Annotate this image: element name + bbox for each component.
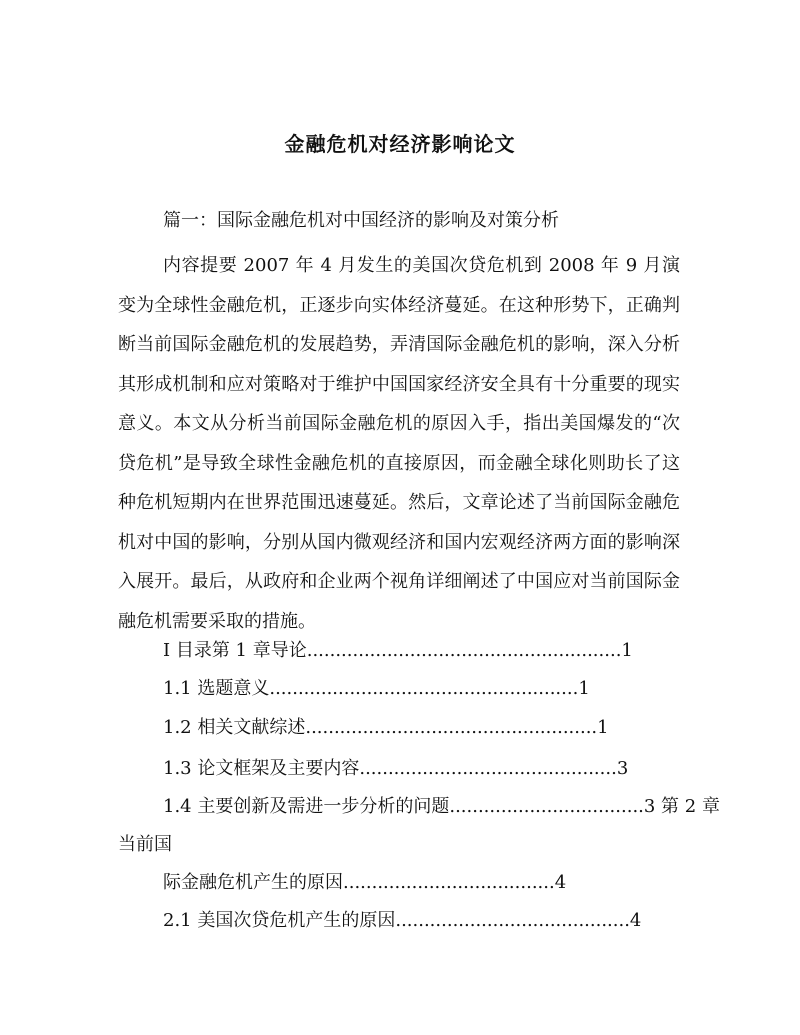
toc-entry: 1.3 论文框架及主要内容.............................................3 <box>163 758 629 779</box>
toc-entry: 1.2 相关文献综述...................................................1 <box>163 717 609 738</box>
toc-entry: 1.1 选题意义......................................................1 <box>163 678 590 699</box>
toc-entry: 际金融危机产生的原因.....................................4 <box>163 872 567 893</box>
abstract-paragraph: 内容提要 2007 年 4 月发生的美国次贷危机到 2008 年 9 月演变为全球性金融危机，正逐步向实体经济蔓延。在这种形势下，正确判断当前国际金融危机的发展趋势，弄清国际金融危机的影响，深入分析其形成机制和应对策略对于维护中国国家经济安全具有十分重要的现实意义。本文从分析当前国际金融危机的原因入手，指出美国爆发的“次贷危机”是导致全球性金融危机的直接原因，而金融全球化则助长了这种危机短期内在世界范围迅速蔓延。然后，文章论述了当前国际金融危机对中国的影响，分别从国内微观经济和国内宏观经济两方面的影响深入展开。最后，从政府和企业两个视角详细阐述了中国应对当前国际金融危机需要采取的措施。 <box>118 255 680 632</box>
toc-entry: I 目录第 1 章导论.......................................................1 <box>163 640 633 661</box>
toc-entry: 2.1 美国次贷危机产生的原因.........................................4 <box>163 910 642 931</box>
toc-entry: 1.4 主要创新及需进一步分析的问题..................................3 第 2 章 <box>163 796 720 817</box>
toc-entry-continuation: 当前国 <box>118 834 172 855</box>
section-heading: 篇一：国际金融危机对中国经济的影响及对策分析 <box>163 210 559 231</box>
document-title: 金融危机对经济影响论文 <box>284 132 516 156</box>
